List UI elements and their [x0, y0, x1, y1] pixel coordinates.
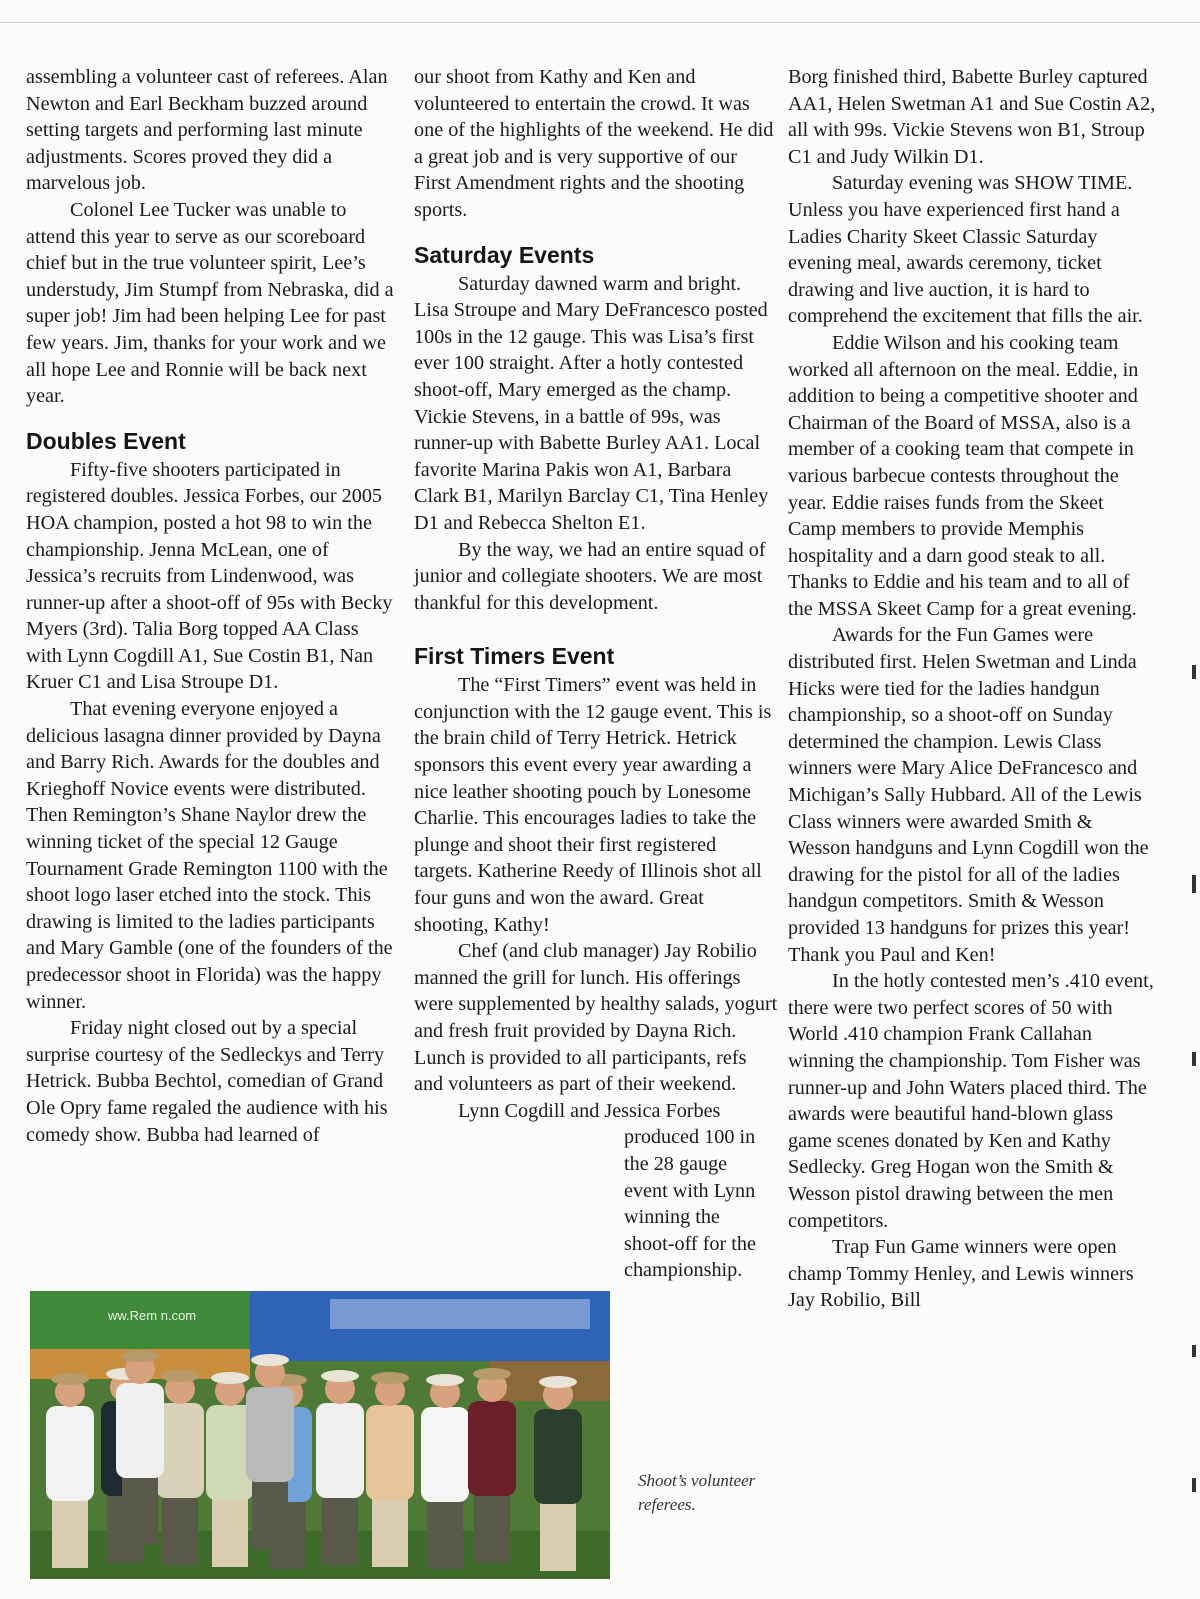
person-hat [539, 1376, 577, 1388]
paragraph: Trap Fun Game winners were open champ Tommy Henley, and Lewis winners Jay Robilio, Bill [788, 1236, 1134, 1312]
paragraph: our shoot from Kathy and Ken and volunteered to entertain the crowd. It was one of the highlights of the weekend. He did a great job and is very supportive of our First Amendment rights and the shooting sports. [414, 66, 774, 221]
person-legs [474, 1493, 510, 1563]
paragraph: Colonel Lee Tucker was unable to attend this year to serve as our scoreboard chief but in the true volunteer spirit, Lee’s understudy, Jim Stumpf from Nebraska, did a super job! Jim had been helping Lee for past few years. Jim, thanks for your work and we all hope Lee and Ronnie will be back next year. [26, 198, 394, 408]
scan-mark [1192, 665, 1196, 679]
person-hat [121, 1350, 159, 1362]
paragraph: Borg finished third, Babette Burley captured AA1, Helen Swetman A1 and Sue Costin A2, all with 99s. Vickie Stevens won B1, Stroup C1 and Judy Wilkin D1. [788, 66, 1156, 168]
paragraph: Saturday dawned warm and bright. Lisa Stroupe and Mary DeFrancesco posted 100s in the 12 gauge. This was Lisa’s first ever 100 straight. After a hotly contested shoot-off, Mary emerged as the champ. Vickie Stevens, in a battle of 99s, was runner-up with Babette Burley AA1. Local favorite Marina Pakis won A1, Barbara Clark B1, Marilyn Barclay C1, Tina Henley D1 and Rebecca Shelton E1. [414, 272, 769, 534]
heading-first-timers-event: First Timers Event [414, 643, 615, 670]
person-figure [366, 1405, 414, 1500]
paragraph-continued: produced 100 in the 28 gauge event with Lynn winning the shoot-off for the championship. [624, 1126, 756, 1282]
person-hat [426, 1374, 464, 1386]
person-figure [246, 1387, 294, 1482]
person-hat [321, 1370, 359, 1382]
banner-text: ww.Rem n.com [108, 1308, 197, 1323]
person-legs [540, 1501, 576, 1571]
person-legs [52, 1498, 88, 1568]
heading-doubles-event: Doubles Event [26, 427, 186, 454]
column-3 [788, 64, 1156, 1314]
person-hat [473, 1368, 511, 1380]
top-rule [0, 22, 1200, 23]
paragraph: That evening everyone enjoyed a delicious lasagna dinner provided by Dayna and Barry Rich. Awards for the doubles and Krieghoff Novice events were distributed. Then Remington’s Shane Naylor drew the winning ticket of the special 12 Gauge Tournament Grade Remington 1100 with the shoot logo laser etched into the stock. This drawing is limited to the ladies participants and Mary Gamble (one of the founders of the predecessor shoot in Florida) was the happy winner. [26, 698, 393, 1013]
scan-mark [1192, 875, 1196, 893]
spacer [414, 616, 778, 642]
person-figure [46, 1406, 94, 1501]
person-hat [211, 1372, 249, 1384]
paragraph: Eddie Wilson and his cooking team worked all afternoon on the meal. Eddie, in addition to being a competitive shooter and Chairman of the Board of MSSA, also is a member of a cooking team that compete in various barbecue contests throughout the year. Eddie raises funds from the Skeet Camp members to provide Memphis hospitality and a darn good steak to all. Thanks to Eddie and his team and to all of the MSSA Skeet Camp for a great evening. [788, 331, 1139, 620]
person-legs [212, 1497, 248, 1567]
paragraph: In the hotly contested men’s .410 event, there were two perfect scores of 50 with World .410 champion Frank Callahan winning the championship. Tom Fisher was runner-up and John Waters placed third. The awards were beautiful hand-blown glass game scenes donated by Ken and Kathy Sedlecky. Greg Hogan won the Smith & Wesson pistol drawing between the men competitors. [788, 970, 1154, 1232]
person-figure [316, 1403, 364, 1498]
paragraph: Lynn Cogdill and Jessica Forbes [458, 1099, 721, 1122]
scan-mark [1192, 1345, 1196, 1357]
person-legs [162, 1495, 198, 1565]
person-figure [534, 1409, 582, 1504]
person-figure [116, 1383, 164, 1478]
group-photo-illustration [30, 1291, 610, 1579]
column-2 [414, 64, 778, 1284]
person-legs [427, 1499, 463, 1569]
paragraph: By the way, we had an entire squad of junior and collegiate shooters. We are most thankful for this development. [414, 538, 766, 614]
scan-mark [1192, 1052, 1196, 1066]
paragraph: Awards for the Fun Games were distributed first. Helen Swetman and Linda Hicks were tied for the ladies handgun championship, so a shoot-off on Sunday determined the champion. Lewis Class winners were Mary Alice DeFrancesco and Michigan’s Sally Hubbard. All of the Lewis Class winners were awarded Smith & Wesson handguns and Lynn Cogdill won the drawing for the pistol for all of the ladies handgun competitors. Smith & Wesson provided 13 handguns for prizes this year! Thank you Paul and Ken! [788, 624, 1149, 966]
paragraph: assembling a volunteer cast of referees. Alan Newton and Earl Beckham buzzed around setting targets and performing last minute adjustments. Scores proved they did a marvelous job. [26, 66, 388, 195]
person-figure [468, 1401, 516, 1496]
paragraph: Chef (and club manager) Jay Robilio manned the grill for lunch. His offerings were supplemented by healthy salads, yogurt and fresh fruit provided by Dayna Rich. Lunch is provided to all participants, refs and volunteers as part of their weekend. [414, 940, 778, 1096]
paragraph: Saturday evening was SHOW TIME. Unless you have experienced first hand a Ladies Charity Skeet Classic Saturday evening meal, awards ceremony, ticket drawing and live auction, it is hard to comprehend the excitement that fills the air. [788, 172, 1143, 328]
photo-caption: Shoot’s volunteer referees. [638, 1471, 756, 1514]
person-hat [161, 1370, 199, 1382]
paragraph: The “First Timers” event was held in conjunction with the 12 gauge event. This is the brain child of Terry Hetrick. Hetrick sponsors this event every year awarding a nice leather shooting pouch by Lonesome Charlie. This encourages ladies to take the plunge and shoot their first registered targets. Katherine Reedy of Illinois shot all four guns and won the award. Great shooting, Kathy! [414, 674, 772, 936]
paragraph: Friday night closed out by a special surprise courtesy of the Sedleckys and Terry Hetrick. Bubba Bechtol, comedian of Grand Ole Opry fame regaled the audience with his comedy show. Bubba had learned of [26, 1017, 388, 1146]
heading-saturday-events: Saturday Events [414, 241, 595, 268]
person-hat [51, 1373, 89, 1385]
person-legs [322, 1495, 358, 1565]
person-legs [252, 1479, 288, 1549]
column-1 [26, 64, 398, 1148]
scan-mark [1192, 1478, 1196, 1492]
person-hat [251, 1354, 289, 1366]
person-legs [372, 1497, 408, 1567]
volunteer-referees-photo [30, 1291, 610, 1579]
paragraph: Fifty-five shooters participated in registered doubles. Jessica Forbes, our 2005 HOA champion, posted a hot 98 to win the championship. Jenna McLean, one of Jessica’s recruits from Lindenwood, was runner-up after a shoot-off of 95s with Becky Myers (3rd). Talia Borg topped AA Class with Lynn Cogdill A1, Sue Costin B1, Nan Kruer C1 and Lisa Stroupe D1. [26, 458, 393, 694]
person-hat [371, 1372, 409, 1384]
person-figure [421, 1407, 469, 1502]
person-legs [122, 1475, 158, 1545]
